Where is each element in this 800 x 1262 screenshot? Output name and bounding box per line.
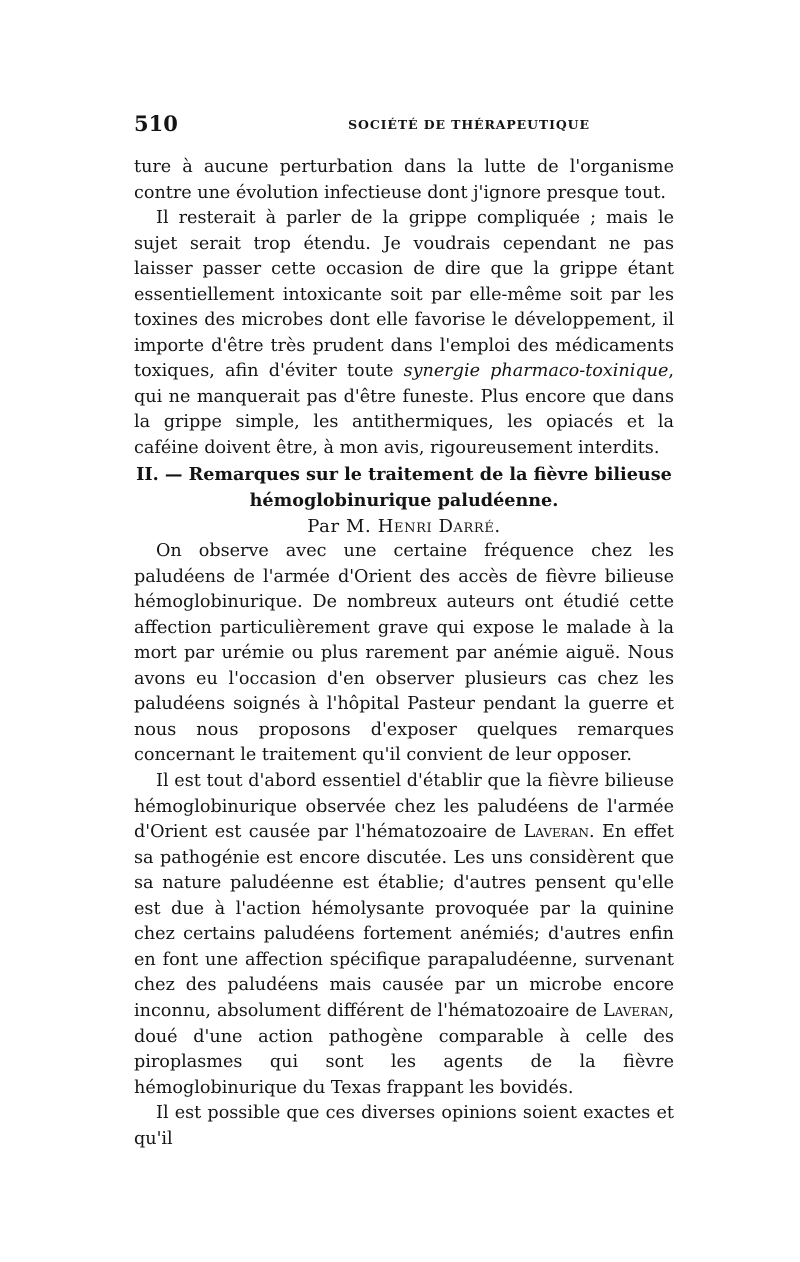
running-header xyxy=(134,111,674,141)
paragraph-2-text-b: , qui ne manquerait pas d'être funeste. Plus encore que dans la grippe simple, les antithermiques, les opiacés et la caféine doivent être, à mon avis, rigoureusement interdits. xyxy=(134,361,674,459)
author-name: Henri Darré. xyxy=(377,515,501,537)
author-reference: Laveran xyxy=(603,1000,669,1021)
paragraph-2 xyxy=(134,206,674,461)
running-title: SOCIÉTÉ DE THÉRAPEUTIQUE xyxy=(348,117,590,132)
section-heading-line-2: hémoglobinurique paludéenne. xyxy=(249,489,559,511)
paragraph-3-text: On observe avec une certaine fréquence chez les paludéens de l'armée d'Orient des accès de fièvre bilieuse hémoglobinurique. De nombreux auteurs ont étudié cette affection particulièrement grave qui expose le malade à la mort par urémie ou plus rarement par anémie aiguë. Nous avons eu l'occasion d'en observer plusieurs cas chez les paludéens soignés à l'hôpital Pasteur pendant la guerre et nous nous proposons d'exposer quelques remarques concernant le traitement qu'il convient de leur opposer. xyxy=(134,541,674,766)
italic-term: synergie pharmaco-toxinique xyxy=(403,361,669,382)
paragraph-5-text: Il est possible que ces diverses opinions soient exactes et qu'il xyxy=(134,1103,674,1149)
paragraph-5 xyxy=(134,1101,674,1152)
paragraph-4-text-c: , doué d'une action pathogène comparable à celle des piroplasmes qui sont les agents de la fièvre hémoglobinurique du Texas frappant les bovidés. xyxy=(134,1000,674,1098)
paragraph-1-text: ture à aucune perturbation dans la lutte de l'organisme contre une évolution infectieuse dont j'ignore presque tout. xyxy=(134,157,674,203)
paragraph-1 xyxy=(134,155,674,206)
section-heading xyxy=(134,462,674,514)
paragraph-4 xyxy=(134,769,674,1101)
page-number: 510 xyxy=(134,111,178,136)
paragraph-3 xyxy=(134,539,674,769)
paragraph-4-text-a: Il est tout d'abord essentiel d'établir que la fièvre bilieuse hémoglobinurique observée chez les paludéens de l'armée d'Orient est causée par l'hématozoaire de xyxy=(134,771,674,843)
section-heading-line-1: II. — Remarques sur le traitement de la fièvre bilieuse xyxy=(136,463,672,485)
author-prefix: Par M. xyxy=(307,515,372,537)
page-body xyxy=(134,155,674,1152)
section-author xyxy=(134,514,674,540)
author-reference: Laveran xyxy=(523,822,589,843)
paragraph-2-text-a: Il resterait à parler de la grippe compliquée ; mais le sujet serait trop étendu. Je voudrais cependant ne pas laisser passer cette occasion de dire que la grippe étant essentiellement intoxicante soit par elle-même soit par les toxines des microbes dont elle favorise le développement, il importe d'être très prudent dans l'emploi des médicaments toxiques, afin d'éviter toute xyxy=(134,208,674,382)
paragraph-4-text-b: . En effet sa pathogénie est encore discutée. Les uns considèrent que sa nature paludéenne est établie; d'autres pensent qu'elle est due à l'action hémolysante provoquée par la quinine chez certains paludéens fortement anémiés; d'autres enfin en font une affection spécifique parapaludéenne, survenant chez des paludéens mais causée par un microbe encore inconnu, absolument différent de l'hématozoaire de xyxy=(134,822,674,1021)
